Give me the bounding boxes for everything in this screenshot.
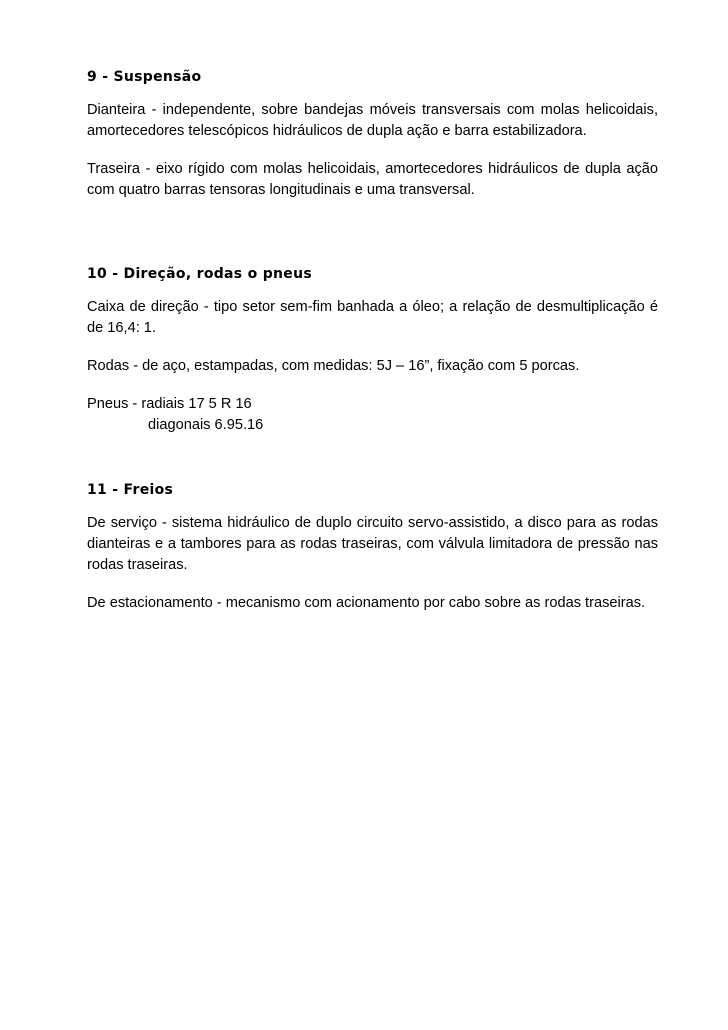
section-direcao	[87, 263, 658, 436]
section-title: 11 - Freios	[87, 482, 174, 498]
paragraph: Rodas - de aço, estampadas, com medidas: 5J – 16”, fixação com 5 porcas.	[87, 358, 580, 374]
paragraph: De serviço - sistema hidráulico de duplo circuito servo-assistido, a disco para as rodas dianteiras e a tambores para as rodas traseiras, com válvula limitadora de pressão nas rodas traseiras.	[87, 515, 658, 573]
section-freios	[87, 479, 658, 614]
section-title: 10 - Direção, rodas o pneus	[87, 266, 312, 282]
tires-line: Pneus - radiais 17 5 R 16	[87, 396, 252, 412]
paragraph: De estacionamento - mecanismo com acionamento por cabo sobre as rodas traseiras.	[87, 595, 646, 611]
paragraph: Caixa de direção - tipo setor sem-fim banhada a óleo; a relação de desmultiplicação é de 16,4: 1.	[87, 299, 658, 336]
tires-line-indented: diagonais 6.95.16	[148, 417, 264, 433]
paragraph: Traseira - eixo rígido com molas helicoidais, amortecedores hidráulicos de dupla ação com quatro barras tensoras longitudinais e uma transversal.	[87, 161, 658, 198]
section-title: 9 - Suspensão	[87, 69, 202, 85]
section-suspensao	[87, 66, 658, 201]
paragraph: Dianteira - independente, sobre bandejas móveis transversais com molas helicoidais, amortecedores telescópicos hidráulicos de dupla ação e barra estabilizadora.	[87, 102, 658, 139]
